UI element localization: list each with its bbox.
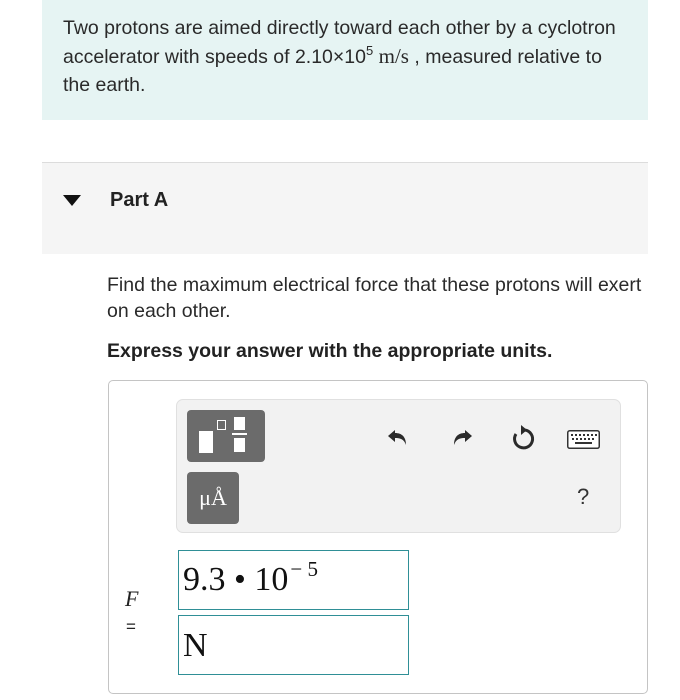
collapse-caret-icon[interactable] [63, 195, 81, 206]
speed-exponent: 5 [365, 43, 374, 58]
question-text: Find the maximum electrical force that these protons will exert on each other. [107, 274, 642, 322]
variable-label: F [125, 586, 139, 611]
value-input[interactable] [178, 550, 409, 610]
problem-text-end: , measured relative to the earth. [63, 46, 602, 96]
part-title: Part A [110, 189, 169, 211]
value-mantissa: 9.3 • 10 [183, 561, 289, 598]
templates-button[interactable] [187, 410, 265, 462]
answer-instruction: Express your answer with the appropriate units. [107, 340, 553, 362]
speed-unit: m/s [378, 44, 409, 68]
unit-value: N [183, 627, 208, 664]
units-button[interactable]: μÅ [187, 472, 239, 524]
unit-input[interactable] [178, 615, 409, 675]
help-button[interactable]: ? [577, 484, 590, 509]
undo-icon[interactable] [385, 424, 411, 450]
problem-text: Two protons are aimed directly toward each other by a cyclotron accelerator with speeds of 2.10×10 [63, 17, 616, 68]
keyboard-icon[interactable] [567, 430, 600, 449]
part-a-header[interactable] [42, 162, 648, 254]
answer-box [108, 380, 648, 694]
equals-sign: = [126, 617, 136, 636]
math-toolbar [176, 399, 621, 533]
reset-icon[interactable] [509, 424, 537, 452]
redo-icon[interactable] [449, 424, 475, 450]
problem-statement [42, 0, 648, 120]
value-exponent: − 5 [290, 557, 318, 581]
